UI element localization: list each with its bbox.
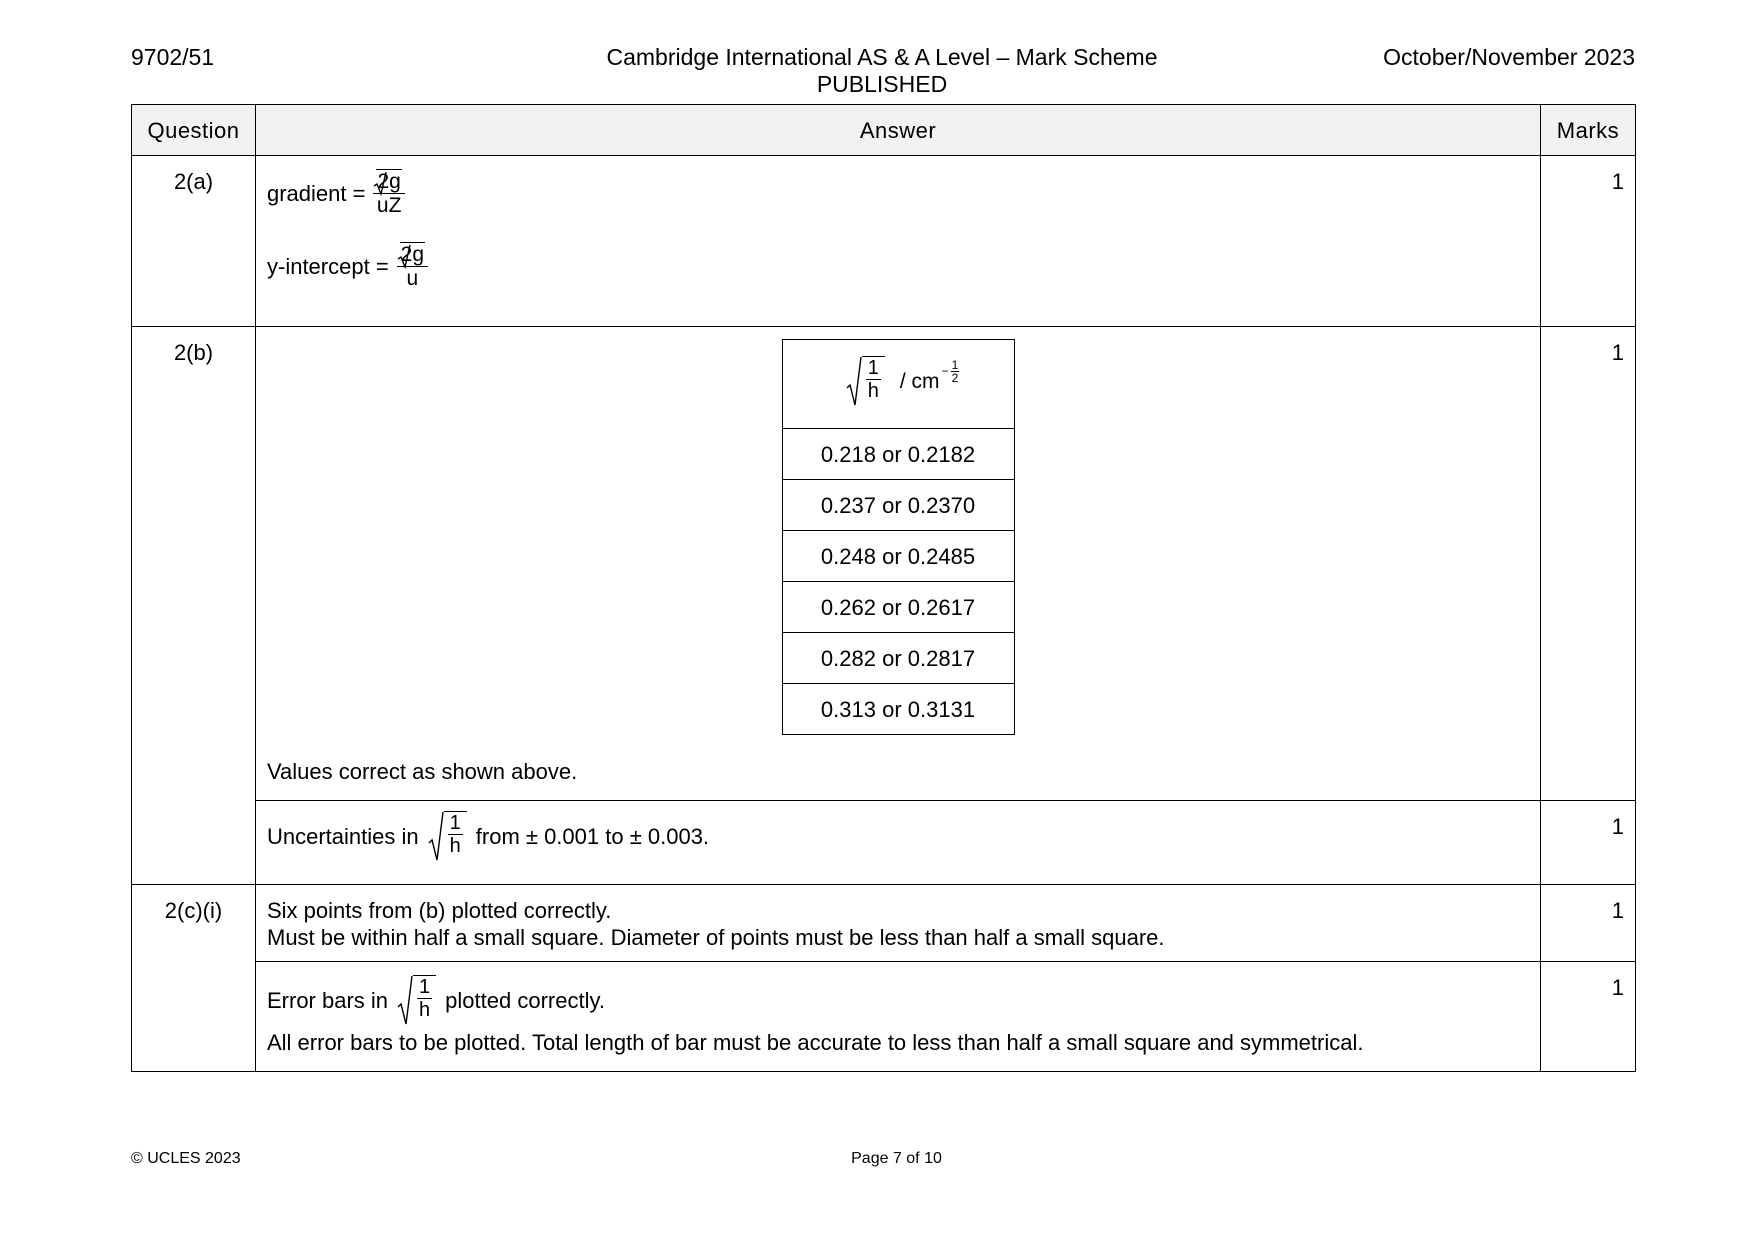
table-row [782,429,1014,480]
sqrt-icon [373,172,387,196]
table-row-2ci-error-bars [132,962,1636,1072]
values-table-header [782,340,1014,429]
answer-cell [256,885,1541,962]
sqrt-fraction: 1 h [397,975,436,1025]
table-row-2b [132,327,1636,801]
sqrt-fraction: 1 h [428,811,467,861]
table-row-2b-uncertainty [132,801,1636,885]
table-cell: 0.262 or 0.2617 [782,582,1014,633]
values-table [782,339,1015,735]
error-bars-statement: Error bars in 1 h plotted correctly. [267,975,1529,1025]
table-row [782,633,1014,684]
sqrt-icon [397,975,413,1025]
paper-code: 9702/51 [131,44,215,70]
unit-exponent: $\frac{1}{2}$ [951,357,959,385]
intercept-numerator: 2g [397,243,428,267]
sqrt-icon [428,811,444,861]
marks-value: 1 [1541,962,1636,1072]
sqrt-icon [397,245,411,269]
question-number: 2(c)(i) [132,885,256,1072]
sqrt-icon [846,356,862,406]
answer-cell [256,801,1541,885]
answer-cell [256,156,1541,327]
gradient-denominator: uZ [376,194,402,217]
exam-session: October/November 2023 [1383,44,1635,70]
table-row [782,531,1014,582]
values-column-heading [782,340,1014,429]
table-cell: 0.313 or 0.3131 [782,684,1014,735]
table-header-row [132,105,1636,156]
table-row-2a [132,156,1636,327]
mark-scheme-table [131,104,1636,1072]
column-header-question: Question [132,105,256,156]
page-number: Page 7 of 10 [851,1150,942,1167]
gradient-label: gradient = [267,181,366,206]
intercept-expression [267,243,1529,290]
marks-value: 1 [1541,801,1636,885]
intercept-fraction [397,243,428,290]
marks-value: 1 [1541,327,1636,801]
table-cell: 0.282 or 0.2817 [782,633,1014,684]
question-number: 2(b) [132,327,256,885]
column-header-answer: Answer [256,105,1541,156]
table-cell: 0.218 or 0.2182 [782,429,1014,480]
question-number: 2(a) [132,156,256,327]
unit-label: / cm [899,369,940,393]
answer-line: All error bars to be plotted. Total length of bar must be accurate to less than half a small square and symmetrical. [267,1030,1364,1055]
table-cell: 0.237 or 0.2370 [782,480,1014,531]
marks-value: 1 [1541,885,1636,962]
intercept-label: y-intercept = [267,254,389,279]
unit-exponent-sign: − [941,363,949,378]
marks-value: 1 [1541,156,1636,327]
document-title: Cambridge International AS & A Level – Mark Scheme [606,44,1158,70]
table-row [782,480,1014,531]
table-row [782,684,1014,735]
answer-cell [256,327,1541,801]
gradient-numerator: 2g [373,170,404,194]
uncertainty-statement: Uncertainties in 1 h from ± 0.001 to ± 0.003. [267,811,1529,861]
sqrt-fraction: 1 h [846,356,885,406]
answer-cell [256,962,1541,1072]
column-header-marks: Marks [1541,105,1636,156]
copyright: © UCLES 2023 [131,1150,241,1167]
answer-line: Six points from (b) plotted correctly. [267,898,612,923]
document-subtitle: PUBLISHED [816,71,948,97]
gradient-fraction [373,170,404,217]
gradient-expression [267,170,1529,217]
table-cell: 0.248 or 0.2485 [782,531,1014,582]
intercept-denominator: u [406,267,419,290]
table-row [782,582,1014,633]
table-row-2ci [132,885,1636,962]
answer-line: Must be within half a small square. Diameter of points must be less than half a small square. [267,925,1165,950]
values-note: Values correct as shown above. [267,759,578,784]
